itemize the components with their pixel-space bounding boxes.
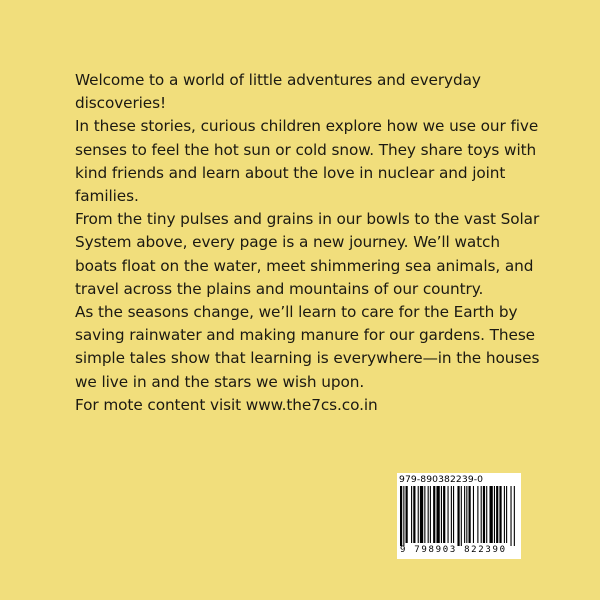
barcode-bar	[424, 486, 425, 543]
barcode-bar	[443, 486, 445, 543]
barcode-bar	[496, 486, 498, 543]
barcode-bar	[477, 486, 478, 543]
barcode-bar	[451, 486, 452, 543]
barcode-bar	[420, 486, 423, 543]
barcode-bar	[433, 486, 435, 543]
blurb-paragraph-website: For mote content visit www.the7cs.co.in	[75, 395, 378, 414]
blurb-paragraph-welcome: Welcome to a world of little adventures and everyday discoveries!	[75, 71, 481, 113]
barcode-bar	[504, 486, 505, 543]
barcode-bar	[514, 486, 515, 546]
barcode-bar	[430, 486, 431, 543]
barcode-bar	[466, 486, 467, 543]
barcode-bar	[464, 486, 465, 543]
blurb-paragraph-seasons: As the seasons change, we’ll learn to care for the Earth by saving rainwater and making manure for our gardens. These simple tales show that learning is everywhere—in the houses we live in and the stars we wish upon.	[75, 303, 540, 391]
barcode-bar	[441, 486, 442, 543]
back-cover-blurb	[75, 69, 545, 417]
barcode-bar	[481, 486, 482, 543]
barcode-bar	[489, 486, 492, 543]
barcode-bar	[418, 486, 419, 543]
barcode-bar	[457, 486, 459, 546]
barcode-bar	[403, 486, 404, 546]
barcode-bar	[486, 486, 487, 543]
barcode-bar	[406, 486, 408, 543]
barcode-bar	[411, 486, 412, 543]
barcode-bar	[494, 486, 495, 543]
barcode-bar	[448, 486, 449, 543]
blurb-paragraph-senses: In these stories, curious children explore how we use our five senses to feel the hot sun or cold snow. They share toys with kind friends and learn about the love in nuclear and joint families.	[75, 117, 539, 206]
blurb-paragraph-journey: From the tiny pulses and grains in our bowls to the vast Solar System above, every page is a new journey. We’ll watch boats float on the water, meet shimmering sea animals, and travel across the plains and mountains of our country.	[75, 210, 540, 298]
barcode-bar	[506, 486, 507, 543]
barcode-digits: 9 798903 822390	[400, 545, 507, 555]
barcode-bar	[499, 486, 501, 543]
isbn-barcode	[397, 473, 521, 559]
barcode-bar	[413, 486, 415, 543]
isbn-label: 979-890382239-0	[399, 474, 484, 485]
barcode-bar	[436, 486, 439, 543]
barcode-bar	[428, 486, 429, 543]
barcode-bar	[469, 486, 471, 543]
barcode-bar	[483, 486, 485, 543]
barcode-bar	[510, 486, 511, 546]
barcode-bar	[400, 486, 402, 546]
barcode-bar	[461, 486, 462, 546]
barcode-bar	[473, 486, 474, 543]
barcode-bars	[400, 486, 518, 546]
barcode-bar	[453, 486, 454, 543]
